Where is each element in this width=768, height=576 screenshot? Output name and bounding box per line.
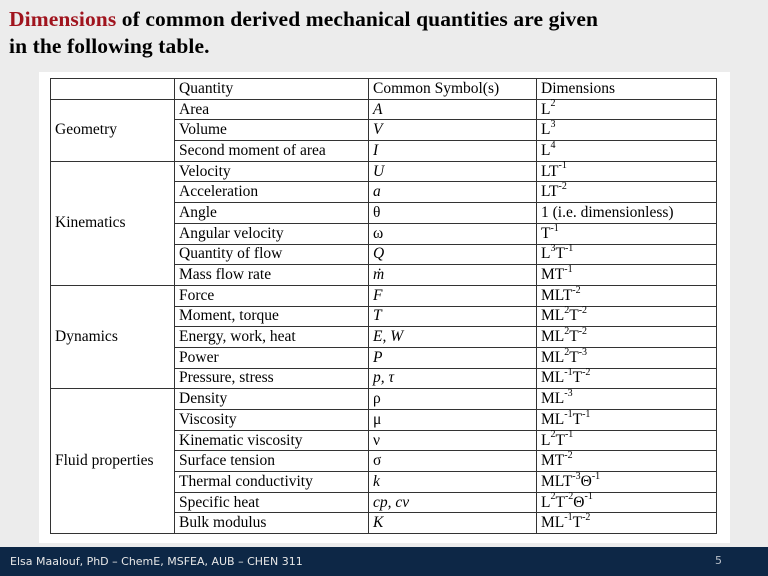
dimension-exponent: 2 xyxy=(564,305,570,317)
table-header-row xyxy=(51,79,717,100)
dimension-base: T xyxy=(572,410,583,428)
dimension-exponent: -1 xyxy=(584,491,593,503)
quantity-cell: Bulk modulus xyxy=(175,513,369,534)
dimension-base: Θ xyxy=(573,493,585,511)
quantity-cell: Specific heat xyxy=(175,492,369,513)
title-line2: in the following table. xyxy=(9,34,210,58)
table-row xyxy=(51,285,717,306)
symbol-cell: P xyxy=(369,347,537,368)
dimension-exponent: 2 xyxy=(564,325,570,337)
dimension-exponent: -2 xyxy=(578,305,588,317)
dimensions-cell xyxy=(537,347,717,368)
dimension-exponent: -1 xyxy=(564,408,573,420)
quantity-cell: Viscosity xyxy=(175,410,369,431)
quantity-cell: Power xyxy=(175,347,369,368)
dimension-base: MT xyxy=(541,452,565,470)
dimension-exponent: -2 xyxy=(558,181,567,193)
quantity-cell: Velocity xyxy=(175,161,369,182)
group-label: Geometry xyxy=(51,99,175,161)
dimension-exponent: -1 xyxy=(564,512,573,524)
dimension-base: MLT xyxy=(541,472,573,490)
title-line1-rest: of common derived mechanical quantities are given xyxy=(116,7,599,31)
symbol-cell: ṁ xyxy=(369,265,537,286)
dimension-base: T xyxy=(569,328,579,346)
dimension-base: L xyxy=(541,431,551,449)
symbol-cell: k xyxy=(369,472,537,493)
dimension-base: L xyxy=(541,245,551,263)
group-label: Fluid properties xyxy=(51,389,175,534)
quantity-cell: Moment, torque xyxy=(175,306,369,327)
dimension-exponent: 4 xyxy=(550,139,556,151)
table-row xyxy=(51,389,717,410)
dimension-exponent: 2 xyxy=(550,98,556,110)
dimension-base: ML xyxy=(541,390,565,408)
symbol-cell: K xyxy=(369,513,537,534)
dimension-base: MT xyxy=(541,266,565,284)
group-label: Kinematics xyxy=(51,161,175,285)
dimensions-cell xyxy=(537,265,717,286)
dimensions-cell xyxy=(537,223,717,244)
symbol-cell: T xyxy=(369,306,537,327)
quantity-cell: Kinematic viscosity xyxy=(175,430,369,451)
symbol-cell: a xyxy=(369,182,537,203)
dimension-base: L xyxy=(541,141,551,159)
dimension-base: L xyxy=(541,493,551,511)
symbol-cell: F xyxy=(369,285,537,306)
header-dimensions: Dimensions xyxy=(537,79,717,100)
symbol-cell: U xyxy=(369,161,537,182)
dimension-base: ML xyxy=(541,369,565,387)
dimension-exponent: -1 xyxy=(582,408,591,420)
dimension-base: L xyxy=(541,100,551,118)
dimension-base: 1 (i.e. dimensionless) xyxy=(541,203,674,221)
quantity-cell: Second moment of area xyxy=(175,141,369,162)
symbol-cell: ρ xyxy=(369,389,537,410)
dimension-exponent: -1 xyxy=(591,470,601,482)
dimension-exponent: 3 xyxy=(550,119,556,131)
dimensions-cell xyxy=(537,120,717,141)
symbol-cell: cp, cv xyxy=(369,492,537,513)
symbol-cell: I xyxy=(369,141,537,162)
dimension-exponent: -2 xyxy=(582,512,591,524)
dimension-base: T xyxy=(572,369,583,387)
dimensions-cell xyxy=(537,306,717,327)
dimension-base: T xyxy=(555,493,565,511)
symbol-cell: p, τ xyxy=(369,368,537,389)
symbol-cell: θ xyxy=(369,203,537,224)
header-group xyxy=(51,79,175,100)
dimension-base: T xyxy=(541,224,551,242)
dimension-exponent: -2 xyxy=(578,325,588,337)
table-body xyxy=(51,99,717,533)
quantity-cell: Force xyxy=(175,285,369,306)
dimensions-cell xyxy=(537,203,717,224)
dimensions-cell xyxy=(537,244,717,265)
quantity-cell: Acceleration xyxy=(175,182,369,203)
dimension-base: T xyxy=(572,514,583,532)
dimensions-cell xyxy=(537,368,717,389)
dimension-base: T xyxy=(569,348,579,366)
slide-title xyxy=(9,6,759,60)
dimensions-cell xyxy=(537,472,717,493)
dimension-exponent: -1 xyxy=(558,160,567,172)
symbol-cell: ν xyxy=(369,430,537,451)
symbol-cell: Q xyxy=(369,244,537,265)
quantity-cell: Angle xyxy=(175,203,369,224)
quantity-cell: Pressure, stress xyxy=(175,368,369,389)
dimension-exponent: -3 xyxy=(564,388,573,399)
dimensions-cell xyxy=(537,492,717,513)
dimension-exponent: 3 xyxy=(550,243,556,255)
dimension-exponent: -2 xyxy=(572,284,581,296)
dimensions-cell xyxy=(537,430,717,451)
title-highlight: Dimensions xyxy=(9,7,117,31)
dimensions-cell xyxy=(537,285,717,306)
dimension-exponent: -1 xyxy=(564,429,574,441)
dimensions-cell xyxy=(537,99,717,120)
dimensions-cell xyxy=(537,182,717,203)
dimension-exponent: -1 xyxy=(564,367,573,379)
dimensions-cell xyxy=(537,410,717,431)
dimension-exponent: 2 xyxy=(564,346,570,358)
footer-credit: Elsa Maalouf, PhD – ChemE, MSFEA, AUB – CHEN 311 xyxy=(10,555,303,568)
dimension-base: LT xyxy=(541,183,559,201)
dimension-base: LT xyxy=(541,162,559,180)
quantity-cell: Density xyxy=(175,389,369,410)
dimension-base: ML xyxy=(541,514,565,532)
header-quantity: Quantity xyxy=(175,79,369,100)
dimension-base: T xyxy=(569,307,579,325)
table-row xyxy=(51,161,717,182)
dimensions-cell xyxy=(537,389,717,410)
dimension-base: ML xyxy=(541,348,565,366)
dimension-exponent: -1 xyxy=(550,222,559,234)
header-symbol: Common Symbol(s) xyxy=(369,79,537,100)
dimension-base: L xyxy=(541,121,551,139)
dimension-exponent: -2 xyxy=(582,367,591,379)
table-panel xyxy=(39,72,730,543)
quantity-cell: Mass flow rate xyxy=(175,265,369,286)
dimensions-table xyxy=(50,78,717,534)
dimension-exponent: -2 xyxy=(564,450,573,462)
dimensions-cell xyxy=(537,141,717,162)
dimension-base: ML xyxy=(541,307,565,325)
dimension-base: T xyxy=(555,431,565,449)
symbol-cell: ω xyxy=(369,223,537,244)
dimension-base: ML xyxy=(541,410,565,428)
dimensions-cell xyxy=(537,513,717,534)
quantity-cell: Thermal conductivity xyxy=(175,472,369,493)
table-row xyxy=(51,99,717,120)
dimension-exponent: -3 xyxy=(572,470,581,482)
quantity-cell: Angular velocity xyxy=(175,223,369,244)
dimension-base: ML xyxy=(541,328,565,346)
dimension-base: T xyxy=(555,245,565,263)
dimension-base: MLT xyxy=(541,286,573,304)
dimensions-cell xyxy=(537,327,717,348)
quantity-cell: Area xyxy=(175,99,369,120)
footer-bar xyxy=(0,547,768,576)
symbol-cell: A xyxy=(369,99,537,120)
dimension-exponent: 2 xyxy=(550,429,556,441)
symbol-cell: μ xyxy=(369,410,537,431)
quantity-cell: Surface tension xyxy=(175,451,369,472)
quantity-cell: Energy, work, heat xyxy=(175,327,369,348)
dimension-exponent: -1 xyxy=(564,243,574,255)
quantity-cell: Quantity of flow xyxy=(175,244,369,265)
quantity-cell: Volume xyxy=(175,120,369,141)
group-label: Dynamics xyxy=(51,285,175,388)
symbol-cell: E, W xyxy=(369,327,537,348)
page-number: 5 xyxy=(715,554,722,567)
dimension-base: Θ xyxy=(580,472,592,490)
dimensions-cell xyxy=(537,451,717,472)
dimension-exponent: -2 xyxy=(564,491,574,503)
dimension-exponent: -1 xyxy=(564,263,573,275)
dimension-exponent: 2 xyxy=(550,491,556,503)
dimension-exponent: -3 xyxy=(578,346,588,358)
symbol-cell: V xyxy=(369,120,537,141)
dimensions-cell xyxy=(537,161,717,182)
symbol-cell: σ xyxy=(369,451,537,472)
